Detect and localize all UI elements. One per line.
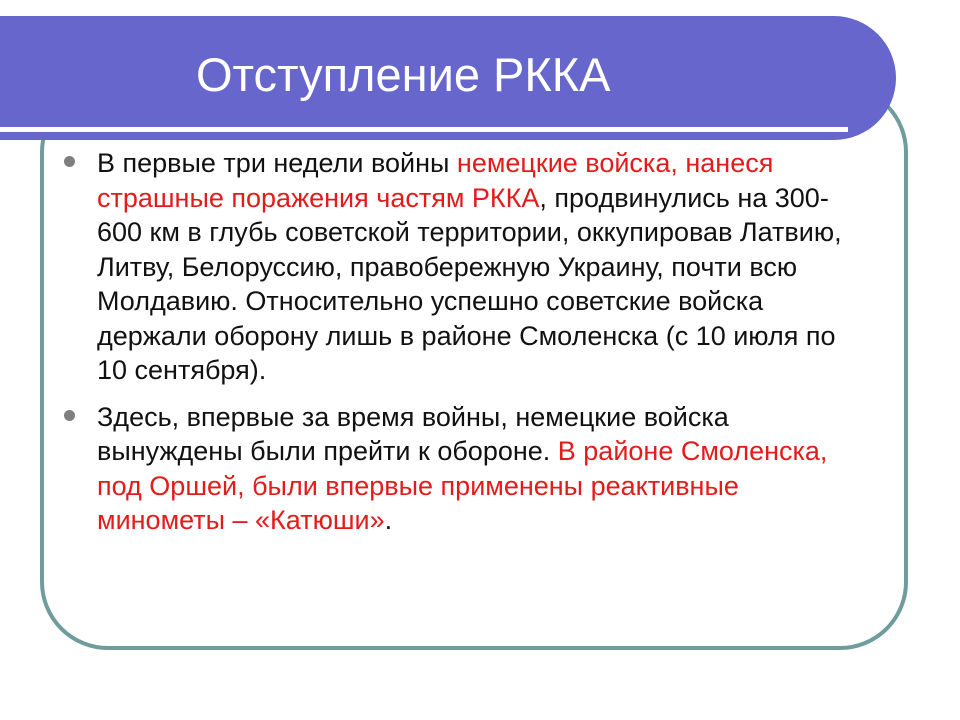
slide-content (62, 146, 862, 550)
bullet-item (62, 400, 862, 538)
bullet-dot-icon (64, 156, 75, 167)
bullet-text: , продвинулись на 300-600 км в глубь советской территории, оккупировав Латвию, Литву, Белоруссию, правобережную Украину, почти всю Молдавию. Относительно успешно советские войска держали оборону лишь в районе Смоленска (с 10 июля по 10 сентября). (97, 182, 842, 385)
bullet-text: В первые три недели войны (97, 148, 457, 178)
bullet-text: . (384, 505, 393, 535)
bullet-text: Здесь, впервые за время войны, немецкие войска вынуждены были прейти к обороне. (97, 401, 729, 466)
slide-title: Отступление РККА (196, 48, 611, 101)
bullet-dot-icon (64, 410, 75, 421)
bullet-item (62, 146, 862, 388)
bullet-highlight-text: немецкие войска, нанеся страшные поражения частям РККА (97, 148, 774, 213)
title-underline (0, 127, 848, 132)
bullet-highlight-text: В районе Смоленска, под Оршей, были впервые применены реактивные минометы – «Катюши» (97, 436, 828, 535)
